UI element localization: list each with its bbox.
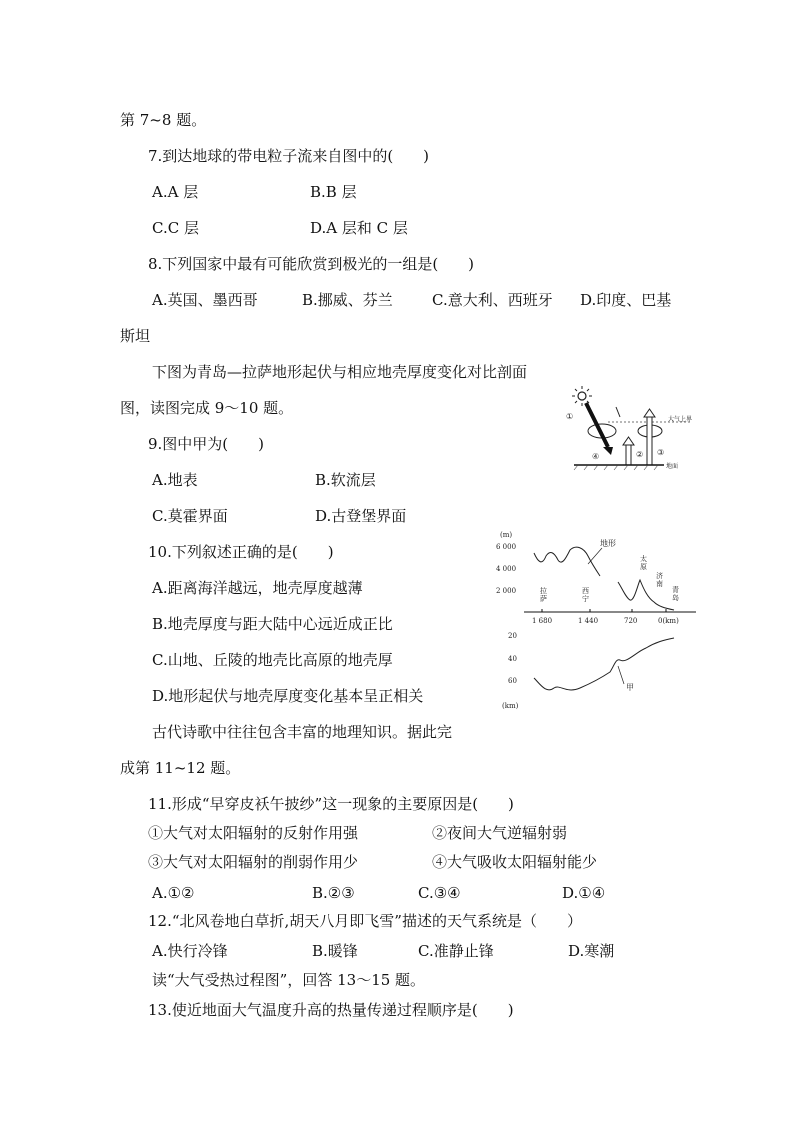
intro-13-15: 读“大气受热过程图”，回答 13～15 题。 xyxy=(152,971,426,989)
x-tick-1440: 1 440 xyxy=(578,617,599,625)
city-xining-char: 西 xyxy=(582,587,589,595)
text-line: 成第 11~12 题。 xyxy=(120,759,241,777)
text-line: 图，读图完成 9～10 题。 xyxy=(120,399,294,417)
option-7b: B.B 层 xyxy=(310,183,357,201)
intro-11-12: 古代诗歌中往往包含丰富的地理知识。据此完 xyxy=(152,723,453,741)
city-lasa-char: 萨 xyxy=(540,595,547,603)
label-3: ③ xyxy=(657,448,665,457)
option-12b: B.暖锋 xyxy=(312,942,358,960)
statement-3: ③大气对太阳辐射的削弱作用少 xyxy=(148,853,359,871)
top-unit-label: (m) xyxy=(500,531,513,539)
option-7a: A.A 层 xyxy=(152,183,199,201)
city-taiyuan xyxy=(640,554,647,571)
option-12c: C.准静止锋 xyxy=(418,942,494,960)
sun-icon xyxy=(572,386,592,406)
label-4: ④ xyxy=(592,452,600,461)
x-tick-720: 720 xyxy=(624,617,638,625)
option-8b: B.挪威、芬兰 xyxy=(302,291,393,309)
question-12: 12.“北风卷地白草折,胡天八月即飞雪”描述的天气系统是（ ） xyxy=(148,912,582,930)
statement-4: ④大气吸收太阳辐射能少 xyxy=(432,853,598,871)
option-8a: A.英国、墨西哥 xyxy=(152,291,258,309)
reflection-arrow xyxy=(616,407,620,417)
y-tick-2000: 2 000 xyxy=(496,587,517,595)
statement-2: ②夜间大气逆辐射弱 xyxy=(432,824,568,842)
y-tick-60: 60 xyxy=(508,677,517,685)
option-7c: C.C 层 xyxy=(152,219,199,237)
jia-pointer xyxy=(618,666,624,684)
option-10c: C.山地、丘陵的地壳比高原的地壳厚 xyxy=(152,651,393,669)
option-10d: D.地形起伏与地壳厚度变化基本呈正相关 xyxy=(152,687,424,705)
statement-1: ①大气对太阳辐射的反射作用强 xyxy=(148,824,359,842)
option-12a: A.快行冷锋 xyxy=(152,942,228,960)
option-10a: A.距离海洋越远，地壳厚度越薄 xyxy=(152,579,363,597)
terrain-crust-profile-figure xyxy=(490,526,700,712)
option-9c: C.莫霍界面 xyxy=(152,507,228,525)
label-2: ② xyxy=(636,450,644,459)
city-jinan xyxy=(656,571,663,588)
question-8: 8.下列国家中最有可能欣赏到极光的一组是( ) xyxy=(148,255,475,273)
y-tick-40: 40 xyxy=(508,655,517,663)
city-lasa xyxy=(540,586,547,603)
terrain-curve-east xyxy=(618,580,674,610)
city-xining xyxy=(582,587,589,603)
option-8d: D.印度、巴基 xyxy=(580,291,672,309)
atmospheric-radiation-arrow xyxy=(647,417,652,465)
option-11a: A.①② xyxy=(152,884,195,902)
city-jinan-char: 南 xyxy=(656,580,663,588)
option-8c: C.意大利、西班牙 xyxy=(432,291,553,309)
terrain-label: 地形 xyxy=(600,539,616,548)
text-line: 第 7~8 题。 xyxy=(120,111,207,129)
option-11d: D.①④ xyxy=(562,884,606,902)
option-9a: A.地表 xyxy=(152,471,198,489)
bottom-unit-label: (km) xyxy=(502,702,519,710)
question-9: 9.图中甲为( ) xyxy=(148,435,265,453)
x-tick-1680: 1 680 xyxy=(532,617,553,625)
city-qingdao-char: 岛 xyxy=(672,594,679,602)
option-11b: B.②③ xyxy=(312,884,355,902)
jia-label: 甲 xyxy=(626,683,634,692)
x-tick-0: 0(km) xyxy=(658,617,679,625)
ground-radiation-arrow xyxy=(626,445,631,465)
option-11c: C.③④ xyxy=(418,884,461,902)
city-qingdao-char: 青 xyxy=(672,586,679,594)
moho-curve xyxy=(534,638,674,690)
intro-9-10: 下图为青岛—拉萨地形起伏与相应地壳厚度变化对比剖面 xyxy=(152,363,528,381)
terrain-pointer xyxy=(588,548,602,564)
city-qingdao xyxy=(672,585,679,602)
option-9b: B.软流层 xyxy=(315,471,376,489)
y-tick-6000: 6 000 xyxy=(496,543,517,551)
atmosphere-top-label: 大气上界 xyxy=(668,416,693,423)
question-7: 7.到达地球的带电粒子流来自图中的( ) xyxy=(148,147,430,165)
city-taiyuan-char: 太 xyxy=(640,555,647,563)
option-7d: D.A 层和 C 层 xyxy=(310,219,408,237)
option-9d: D.古登堡界面 xyxy=(315,507,407,525)
y-tick-4000: 4 000 xyxy=(496,565,517,573)
atmospheric-heating-figure xyxy=(560,385,700,475)
ground-label: 地面 xyxy=(666,463,679,470)
city-jinan-char: 济 xyxy=(656,572,663,580)
option-12d: D.寒潮 xyxy=(568,942,615,960)
city-xining-char: 宁 xyxy=(582,595,589,603)
city-lasa-char: 拉 xyxy=(540,587,547,595)
question-13: 13.使近地面大气温度升高的热量传递过程顺序是( ) xyxy=(148,1001,514,1019)
y-tick-20: 20 xyxy=(508,632,517,640)
text-line: 斯坦 xyxy=(120,327,151,345)
question-10: 10.下列叙述正确的是( ) xyxy=(148,543,334,561)
label-1: ① xyxy=(566,412,574,421)
option-10b: B.地壳厚度与距大陆中心远近成正比 xyxy=(152,615,393,633)
city-taiyuan-char: 原 xyxy=(640,563,647,571)
question-11: 11.形成“早穿皮袄午披纱”这一现象的主要原因是( ) xyxy=(148,795,514,813)
